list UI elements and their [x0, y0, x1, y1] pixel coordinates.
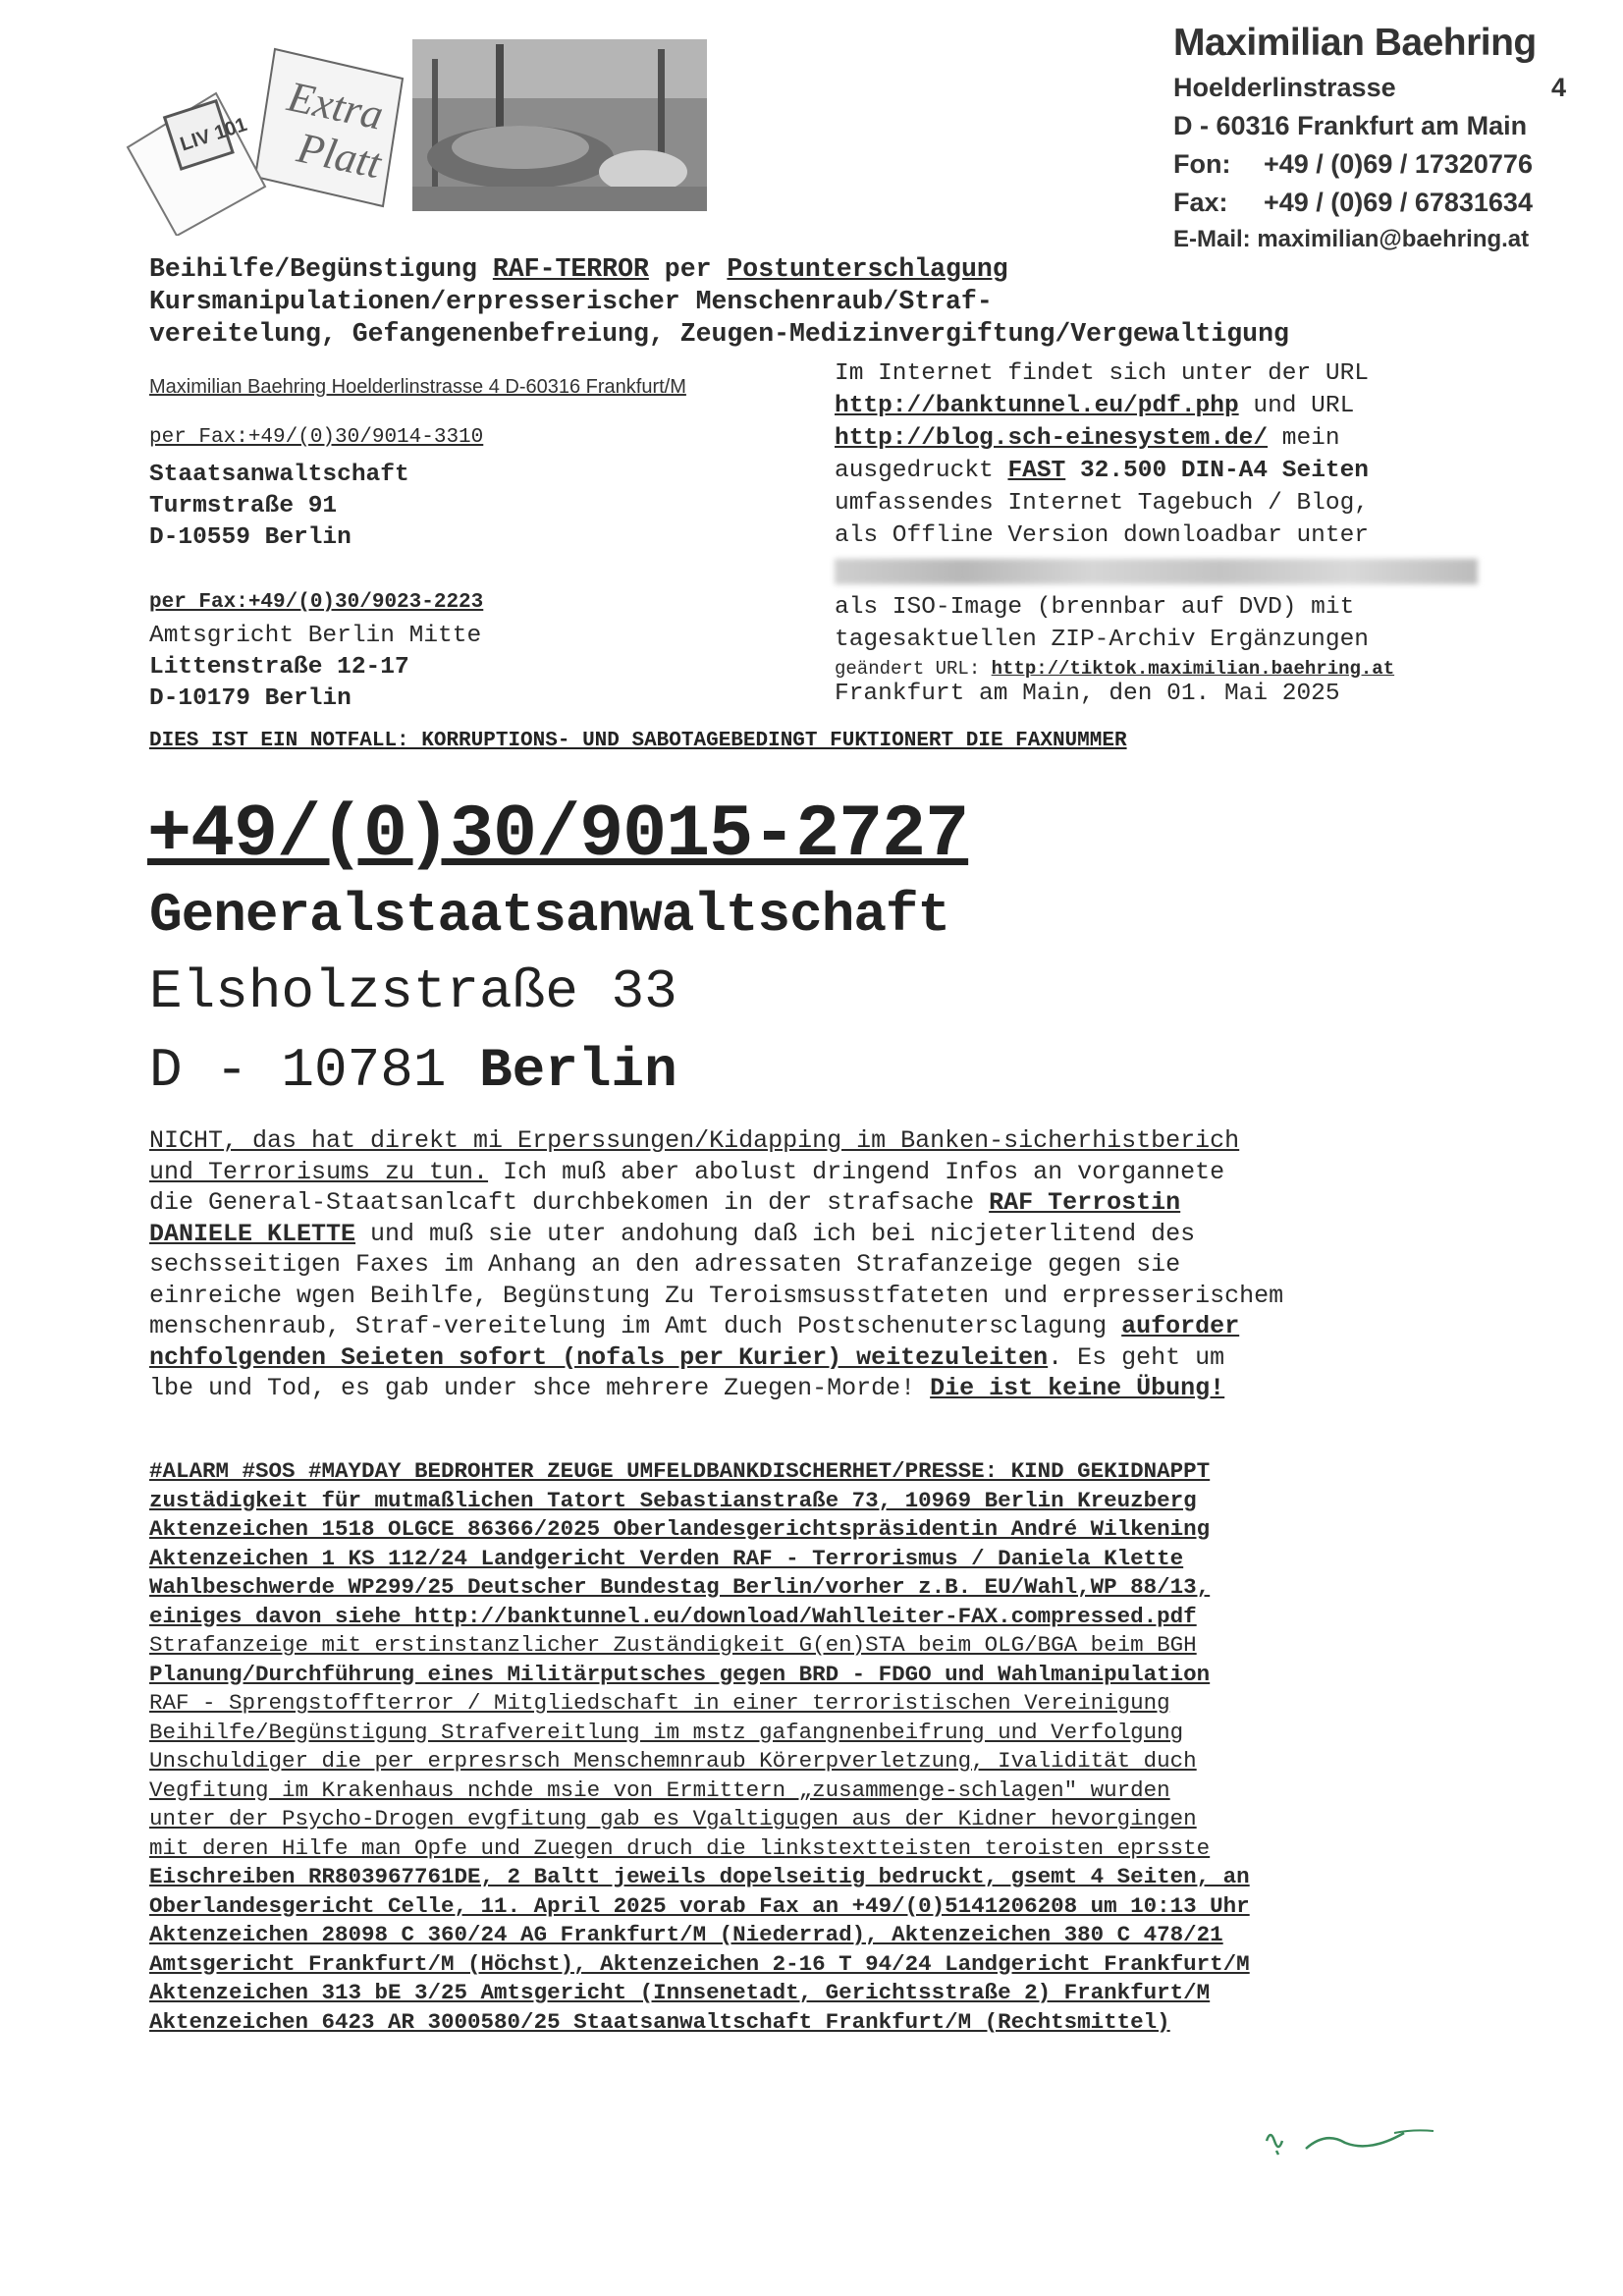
reference-line: Wahlbeschwerde WP299/25 Deutscher Bundestag Berlin/vorher z.B. EU/Wahl,WP 88/13,	[149, 1574, 1211, 1600]
body1-fragment: menschenraub, Straf-vereitelung im Amt duch Postschenutersclagung	[149, 1312, 1122, 1340]
body1-fragment: lbe und Tod, es gab under shce mehrere Zuegen-Morde!	[149, 1374, 931, 1402]
handwritten-signature	[1247, 2111, 1463, 2170]
recipient-2-city: D-10179 Berlin	[149, 685, 352, 712]
subject-part: per	[648, 254, 728, 284]
body1-fragment: auforder	[1121, 1312, 1240, 1340]
reference-line: Vegfitung im Krakenhaus nchde msie von Ermittern „zusammenge-schlagen" wurden	[149, 1777, 1170, 1803]
sender-fax-label: Fax:	[1173, 188, 1228, 217]
body1-fragment: und muß sie uter andohung daß ich bei nicjeterlitend des	[355, 1219, 1196, 1248]
recipient-1	[149, 422, 483, 554]
body1-fragment: und Terrorisums zu tun.	[149, 1157, 489, 1186]
emergency-notice: DIES IST EIN NOTFALL: KORRUPTIONS- UND SABOTAGEBEDINGT FUKTIONERT DIE FAXNUMMER	[149, 730, 1127, 752]
reference-line: einiges davon siehe http://banktunnel.eu/download/Wahlleiter-FAX.compressed.pdf	[149, 1603, 1197, 1629]
sender-phone-row	[1173, 149, 1566, 180]
sender-house-number: 4	[1550, 73, 1566, 102]
body1-fragment: . Es geht um	[1048, 1342, 1225, 1372]
info-line-6: als Offline Version downloadbar unter	[835, 522, 1369, 549]
target-city: Berlin	[479, 1039, 677, 1102]
internet-info-column	[835, 357, 1478, 710]
reference-line: Oberlandesgericht Celle, 11. April 2025 vorab Fax an +49/(0)5141206208 um 10:13 Uhr	[149, 1892, 1250, 1919]
info-text: ausgedruckt	[835, 458, 1008, 484]
extra-platt-logo	[108, 39, 795, 236]
reference-line: Beihilfe/Begünstigung Strafvereitlung im mstz gafangnenbeifrung und Verfolgung	[149, 1719, 1184, 1745]
reference-line: #ALARM #SOS #MAYDAY BEDROHTER ZEUGE UMFELDBANKDISCHERHET/PRESSE: KIND GEKIDNAPPT	[149, 1458, 1211, 1484]
target-agency: Generalstaatsanwaltschaft	[149, 884, 950, 947]
reference-line: Unschuldiger die per erpresrsch Menschemnraub Körerpverletzung, Ivalidität duch	[149, 1748, 1197, 1774]
sender-street: Hoelderlinstrasse	[1173, 73, 1396, 102]
reference-line: unter der Psycho-Drogen evgfitung gab es Vgaltigugen aus der Kidner hevorgingen	[149, 1806, 1197, 1831]
reference-line: Aktenzeichen 313 bE 3/25 Amtsgericht (Innsenetadt, Gerichtsstraße 2) Frankfurt/M	[149, 1980, 1211, 2005]
reference-line: mit deren Hilfe man Opfe und Zuegen druch die linkstextteisten teroisten eprsste	[149, 1834, 1211, 1861]
subject-postunterschlagung: Postunterschlagung	[727, 254, 1008, 284]
body1-line	[149, 1311, 1283, 1342]
body1-no-drill: Die ist keine Übung!	[930, 1374, 1225, 1402]
info-line-8: als ISO-Image (brennbar auf DVD) mit	[835, 594, 1355, 621]
sender-fax: +49 / (0)69 / 67831634	[1264, 188, 1533, 217]
target-postcode: D - 10781	[149, 1039, 480, 1102]
body1-line	[149, 1187, 1283, 1219]
body1-line: NICHT, das hat direkt mi Erperssungen/Kidapping im Banken-sicherhistberich	[149, 1126, 1240, 1155]
info-line-4	[835, 455, 1478, 487]
body-paragraph-1	[149, 1125, 1283, 1404]
reference-line: Aktenzeichen 1 KS 112/24 Landgericht Verden RAF - Terrorismus / Daniela Klette	[149, 1545, 1184, 1571]
body1-line	[149, 1219, 1283, 1250]
recipient-1-fax: per Fax:+49/(0)30/9014-3310	[149, 426, 484, 449]
recipient-2	[149, 587, 483, 715]
url-banktunnel-link[interactable]: http://banktunnel.eu/pdf.php	[835, 393, 1239, 419]
sender-return-line: Maximilian Baehring Hoelderlinstrasse 4 D-60316 Frankfurt/M	[149, 376, 686, 398]
body1-line	[149, 1342, 1283, 1374]
reference-line: Amtsgericht Frankfurt/M (Höchst), Aktenzeichen 2-16 T 94/24 Landgericht Frankfurt/M	[149, 1950, 1250, 1977]
reference-line: Planung/Durchführung eines Militärputsches gegen BRD - FDGO und Wahlmanipulation	[149, 1661, 1211, 1687]
sender-fax-row	[1173, 188, 1566, 218]
info-fast: FAST	[1007, 458, 1066, 484]
letter-date: Frankfurt am Main, den 01. Mai 2025	[835, 681, 1340, 707]
redaction-blur	[835, 559, 1478, 584]
recipient-2-street: Littenstraße 12-17	[149, 654, 409, 681]
body1-raf-terrostin: RAF Terrostin	[989, 1188, 1181, 1217]
case-references	[149, 1457, 1250, 2037]
sender-street-row	[1173, 73, 1566, 103]
subject-headline	[149, 253, 1289, 351]
target-city-row	[149, 1039, 677, 1102]
logo-banner-text-2: Platt	[293, 123, 386, 189]
body1-fragment: Ich muß aber abolust dringend Infos an vorgannete	[488, 1157, 1225, 1186]
info-line-2	[835, 390, 1478, 422]
recipient-1-name: Staatsanwaltschaft	[149, 462, 409, 488]
reference-line: Aktenzeichen 6423 AR 3000580/25 Staatsanwaltschaft Frankfurt/M (Rechtsmittel)	[149, 2008, 1170, 2035]
target-fax-number: +49/(0)30/9015-2727	[147, 793, 969, 877]
reference-line: Aktenzeichen 28098 C 360/24 AG Frankfurt/M (Niederrad), Aktenzeichen 380 C 478/21	[149, 1922, 1223, 1947]
body1-line: sechsseitigen Faxes im Anhang an den adressaten Strafanzeige gegen sie	[149, 1250, 1181, 1279]
info-text: und URL	[1238, 393, 1355, 419]
info-text: mein	[1268, 425, 1340, 452]
info-line-9: tagesaktuellen ZIP-Archiv Ergänzungen	[835, 627, 1369, 653]
body1-fragment: nchfolgenden Seieten sofort (nofals per Kurier) weitezuleiten	[149, 1342, 1049, 1372]
body1-line	[149, 1373, 1283, 1404]
reference-line: RAF - Sprengstoffterror / Mitgliedschaft in einer terroristischen Vereinigung	[149, 1690, 1170, 1716]
sender-phone: +49 / (0)69 / 17320776	[1264, 149, 1533, 179]
sender-phone-label: Fon:	[1173, 149, 1231, 179]
reference-line: Strafanzeige mit erstinstanzlicher Zuständigkeit G(en)STA beim OLG/BGA beim BGH	[149, 1632, 1197, 1658]
subject-part: Beihilfe/Begünstigung	[149, 254, 493, 284]
info-text: geändert URL:	[835, 658, 992, 680]
reference-line: zustädigkeit für mutmaßlichen Tatort Sebastianstraße 73, 10969 Berlin Kreuzberg	[149, 1487, 1197, 1513]
target-street: Elsholzstraße 33	[149, 960, 677, 1023]
subject-raf-terror: RAF-TERROR	[492, 254, 649, 284]
url-tiktok-link[interactable]: http://tiktok.maximilian.baehring.at	[991, 658, 1395, 680]
reference-line: Aktenzeichen 1518 OLGCE 86366/2025 Oberlandesgerichtspräsidentin André Wilkening	[149, 1516, 1211, 1542]
recipient-1-city: D-10559 Berlin	[149, 524, 352, 551]
subject-line-2: Kursmanipulationen/erpresserischer Menschenraub/Straf-	[149, 287, 993, 316]
recipient-1-street: Turmstraße 91	[149, 493, 338, 519]
sender-block	[1173, 22, 1566, 253]
url-blog-link[interactable]: http://blog.sch-einesystem.de/	[835, 425, 1269, 452]
info-line-5: umfassendes Internet Tagebuch / Blog,	[835, 490, 1369, 517]
recipient-2-fax: per Fax:+49/(0)30/9023-2223	[149, 591, 484, 614]
info-pages: 32.500 DIN-A4 Seiten	[1065, 458, 1370, 484]
info-line-3	[835, 422, 1478, 455]
recipient-2-name: Amtsgricht Berlin Mitte	[149, 623, 482, 649]
logo-banner-text-1: Extra	[283, 72, 388, 139]
sender-email: E-Mail: maximilian@baehring.at	[1173, 226, 1530, 252]
redacted-url	[835, 552, 1478, 591]
body1-line: einreiche wgen Beihlfe, Begünstung Zu Teroismsusstfateten und erpresserischem	[149, 1281, 1284, 1310]
sender-city: D - 60316 Frankfurt am Main	[1173, 111, 1528, 140]
subject-line-1	[149, 253, 1289, 286]
subject-line-3: vereitelung, Gefangenenbefreiung, Zeugen-Medizinvergiftung/Vergewaltigung	[149, 319, 1289, 349]
body1-fragment: die General-Staatsanlcaft durchbekomen in der strafsache	[149, 1188, 990, 1217]
sender-name: Maximilian Baehring	[1173, 22, 1537, 64]
info-line-1: Im Internet findet sich unter der URL	[835, 360, 1369, 387]
logo-badge-text: LIV 101	[177, 113, 250, 156]
body1-line	[149, 1157, 1283, 1188]
reference-line: Eischreiben RR803967761DE, 2 Baltt jeweils dopelseitig bedruckt, gsemt 4 Seiten, an	[149, 1864, 1250, 1889]
body1-daniele-klette: DANIELE KLETTE	[149, 1219, 356, 1248]
